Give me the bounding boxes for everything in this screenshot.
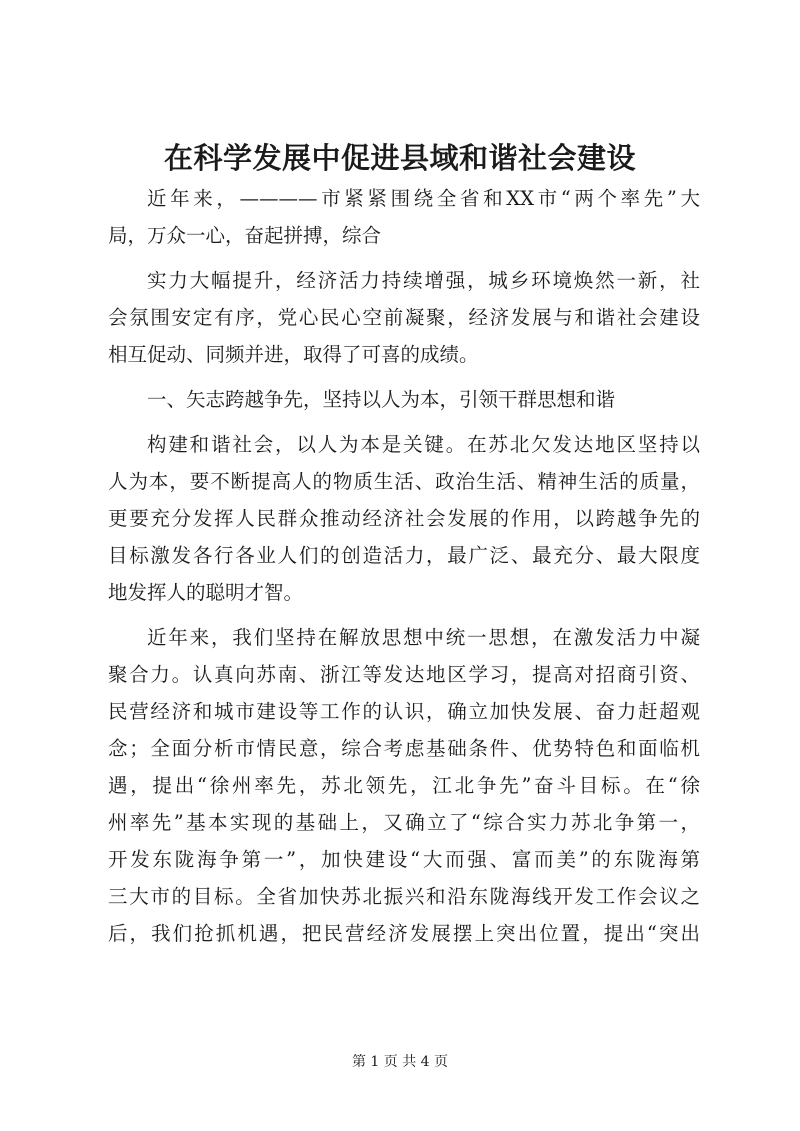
text-line: 近年来，————市紧紧围绕全省和XX市“两个率先”大: [147, 187, 700, 210]
text-line: 更要充分发挥人民群众推动经济社会发展的作用，以跨越争先的: [108, 507, 700, 530]
text-line: 地发挥人的聪明才智。: [108, 581, 304, 604]
text-line: 局，万众一心，奋起拼搏，综合: [108, 224, 382, 247]
page-footer: 第 1 页 共 4 页: [351, 1054, 449, 1070]
paragraph: [108, 426, 700, 611]
paragraph: [108, 180, 700, 254]
text-line: 开发东陇海争第一”，加快建设“大而强、富而美”的东陇海第: [108, 848, 700, 871]
paragraph: [108, 262, 700, 373]
text-line: 聚合力。认真向苏南、浙江等发达地区学习，提高对招商引资、: [108, 663, 700, 686]
text-line: 近年来，我们坚持在解放思想中统一思想，在激发活力中凝: [147, 626, 700, 649]
paragraph: [108, 619, 700, 952]
text-line: 州率先”基本实现的基础上，又确立了“综合实力苏北争第一，: [108, 811, 700, 834]
text-line: 民营经济和城市建设等工作的认识，确立加快发展、奋力赶超观: [108, 700, 700, 723]
text-line: 人为本，要不断提高人的物质生活、政治生活、精神生活的质量，: [108, 470, 700, 493]
text-line: 会氛围安定有序，党心民心空前凝聚，经济发展与和谐社会建设: [108, 306, 700, 329]
document-body: [108, 180, 700, 952]
document-title: 在科学发展中促进县域和谐社会建设: [163, 141, 636, 175]
section-heading: [108, 381, 700, 418]
text-line: 一、矢志跨越争先，坚持以人为本，引领干群思想和谐: [147, 388, 616, 411]
text-line: 实力大幅提升，经济活力持续增强，城乡环境焕然一新，社: [147, 269, 700, 292]
text-line: 后，我们抢抓机遇，把民营经济发展摆上突出位置，提出“突出: [108, 922, 700, 945]
text-line: 相互促动、同频并进，取得了可喜的成绩。: [108, 343, 479, 366]
text-line: 念；全面分析市情民意，综合考虑基础条件、优势特色和面临机: [108, 737, 700, 760]
text-line: 目标激发各行各业人们的创造活力，最广泛、最充分、最大限度: [108, 544, 700, 567]
text-line: 遇，提出“徐州率先，苏北领先，江北争先”奋斗目标。在“徐: [108, 774, 700, 797]
text-line: 构建和谐社会，以人为本是关键。在苏北欠发达地区坚持以: [147, 433, 700, 456]
text-line: 三大市的目标。全省加快苏北振兴和沿东陇海线开发工作会议之: [108, 885, 700, 908]
